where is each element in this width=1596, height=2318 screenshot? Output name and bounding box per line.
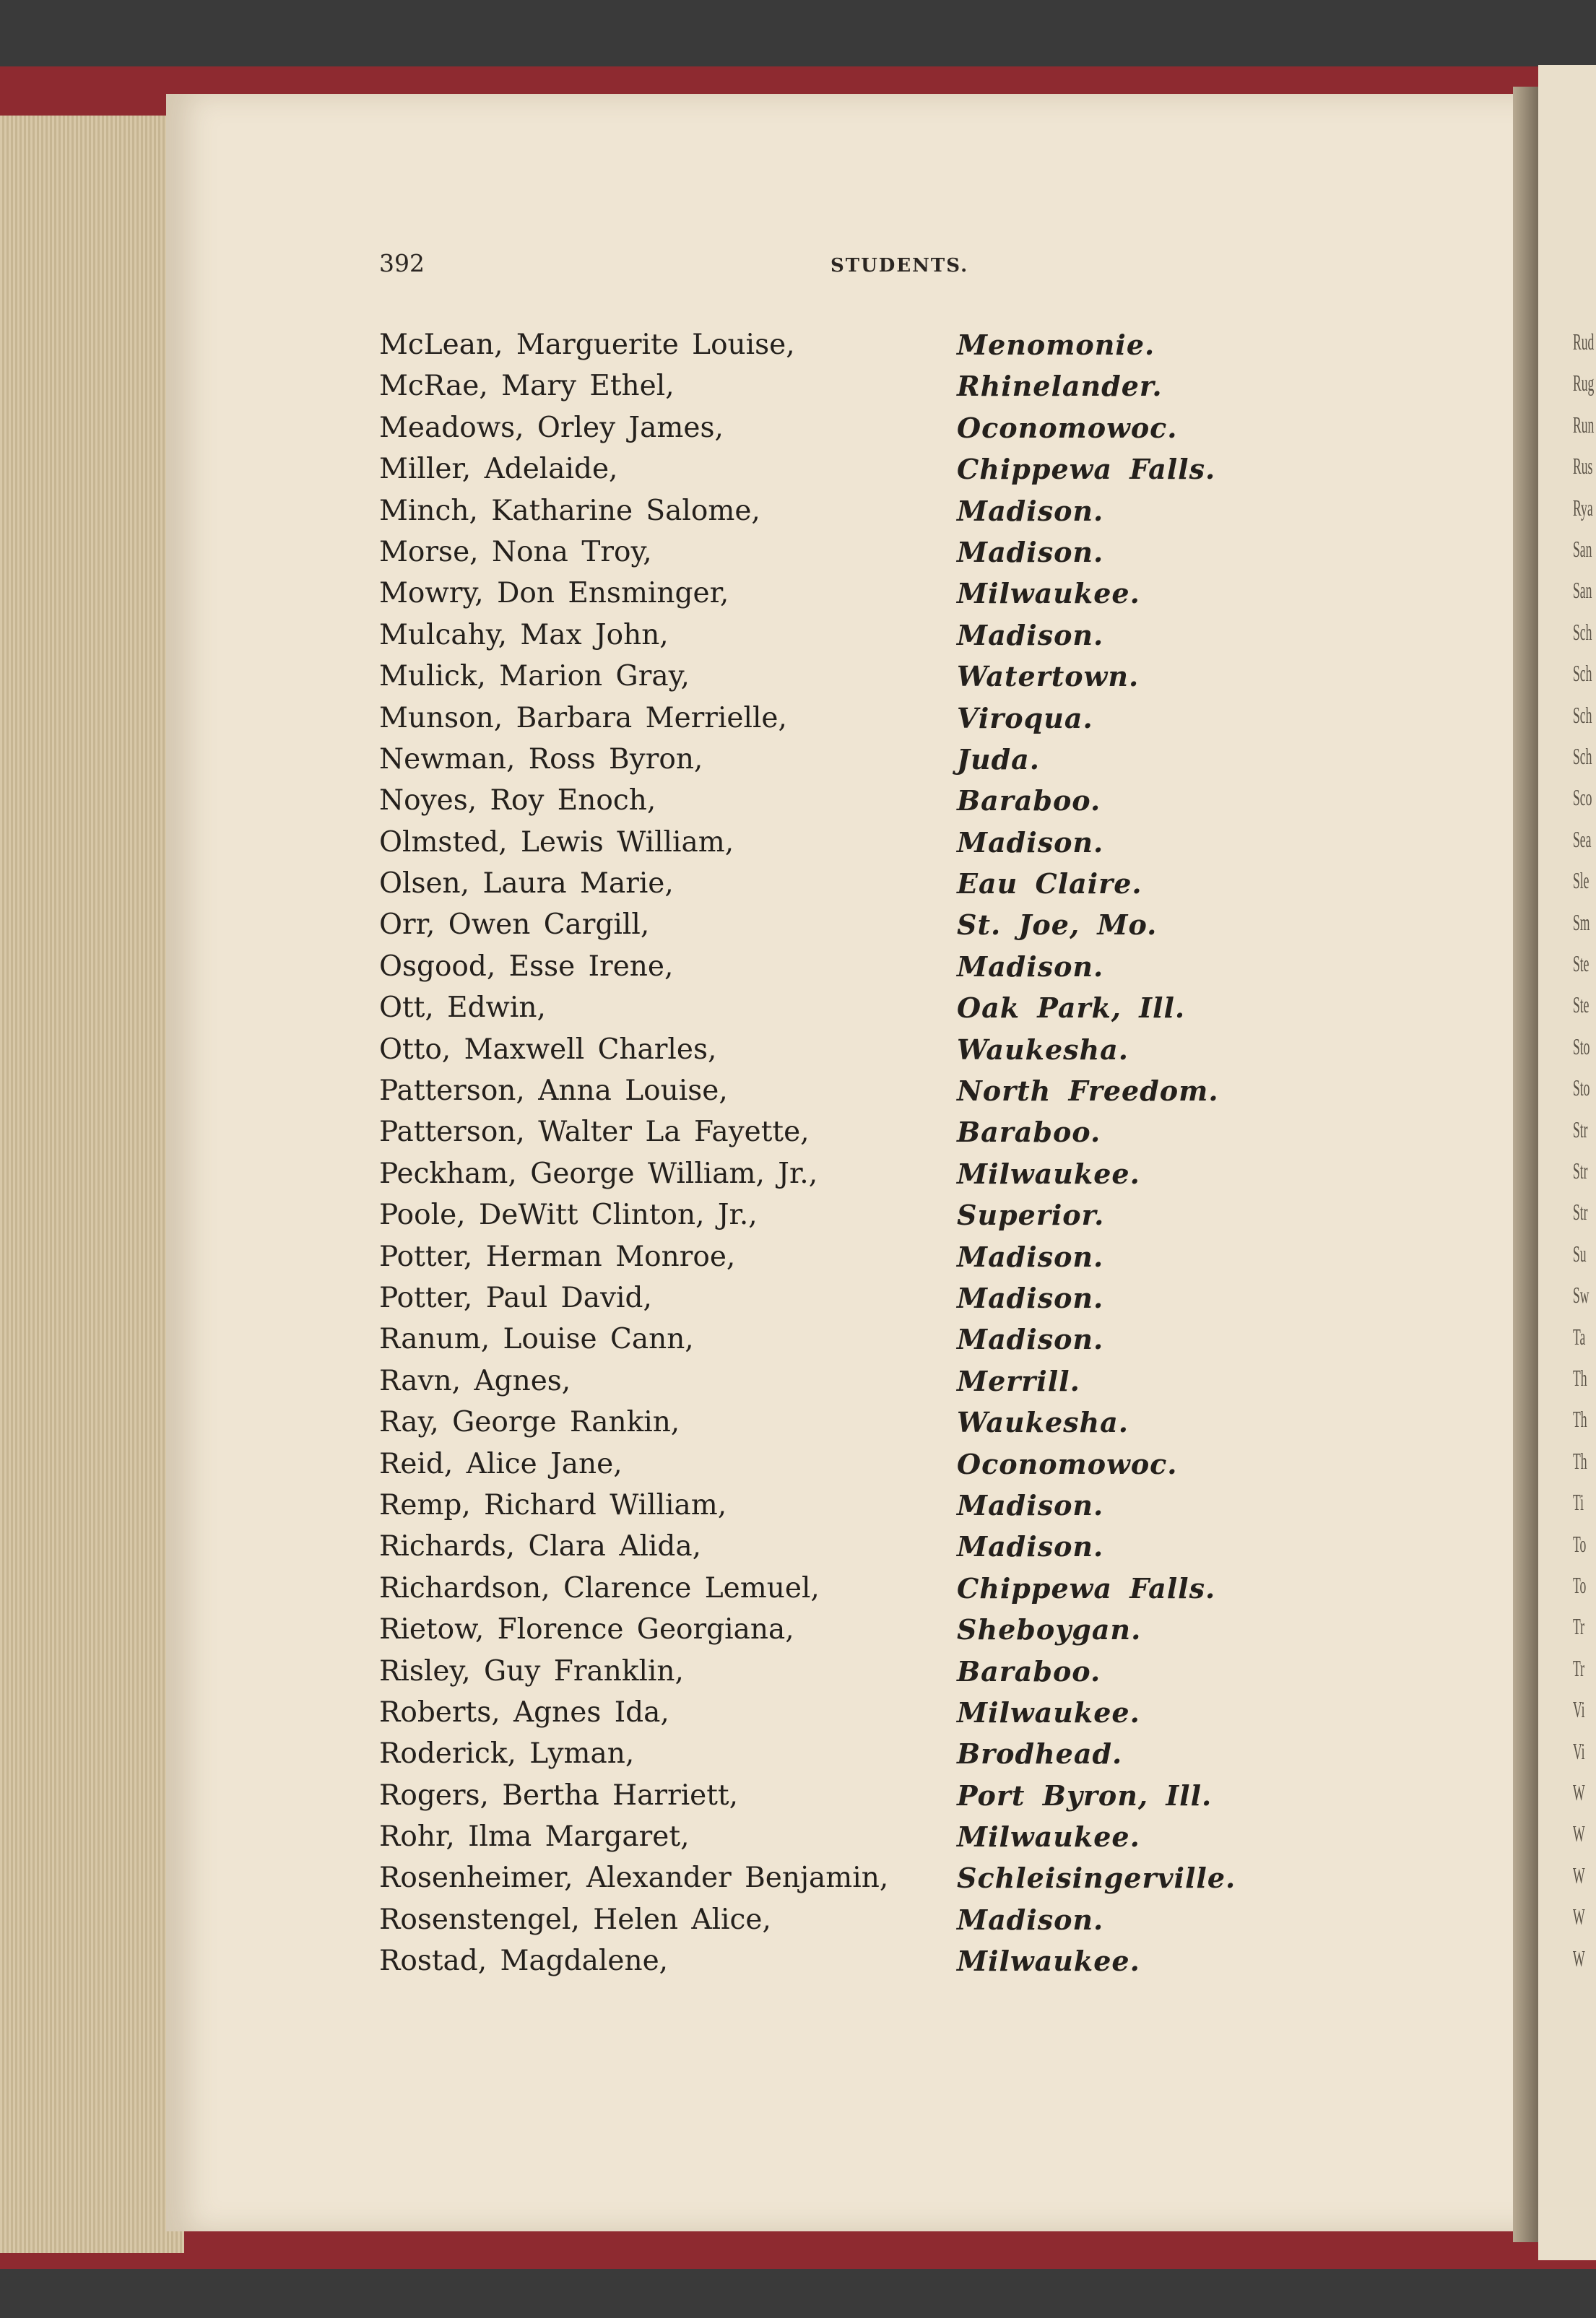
student-name: Reid, Alice Jane,: [379, 1447, 623, 1480]
student-hometown: Port Byron, Ill.: [957, 1779, 1213, 1812]
facing-page-fragment: W: [1573, 1904, 1585, 1930]
facing-page-fragment: W: [1573, 1779, 1585, 1805]
facing-page-fragment: San: [1573, 577, 1592, 604]
list-item: [379, 1199, 1318, 1240]
list-item: [379, 1282, 1318, 1323]
student-hometown: Madison.: [957, 950, 1104, 983]
facing-page-fragment: Rud: [1573, 329, 1595, 355]
student-name: McLean, Marguerite Louise,: [379, 329, 795, 361]
student-name: Patterson, Anna Louise,: [379, 1075, 728, 1108]
student-hometown: Milwaukee.: [957, 1945, 1140, 1978]
facing-page-fragment: Str: [1573, 1116, 1588, 1142]
page-stack-edge: [0, 116, 184, 2253]
student-hometown: Superior.: [957, 1199, 1105, 1232]
list-item: [379, 1448, 1318, 1489]
facing-page-fragment: Th: [1573, 1447, 1587, 1474]
student-name: Remp, Richard William,: [379, 1488, 727, 1522]
facing-page-fragment: Sch: [1573, 701, 1592, 728]
student-name: Poole, DeWitt Clinton, Jr.,: [379, 1199, 758, 1232]
list-item: [379, 619, 1318, 660]
facing-page-fragment: Su: [1573, 1240, 1587, 1267]
facing-page-fragment: Tr: [1573, 1613, 1584, 1640]
student-hometown: Sheboygan.: [957, 1613, 1142, 1646]
student-hometown: Watertown.: [957, 660, 1140, 693]
student-name: Peckham, George William, Jr.,: [379, 1157, 818, 1190]
list-item: [379, 577, 1318, 618]
facing-page-fragment: Rya: [1573, 494, 1593, 521]
facing-page-fragment: Vi: [1573, 1696, 1585, 1723]
student-name: Rohr, Ilma Margaret,: [379, 1820, 690, 1854]
student-name: Ott, Edwin,: [379, 991, 546, 1025]
student-hometown: Baraboo.: [957, 1654, 1101, 1688]
student-name: Potter, Herman Monroe,: [379, 1240, 736, 1273]
student-name: Patterson, Walter La Fayette,: [379, 1116, 810, 1149]
student-hometown: Madison.: [957, 535, 1104, 568]
student-hometown: Madison.: [957, 1488, 1104, 1522]
student-hometown: Madison.: [957, 618, 1104, 651]
student-name: Rostad, Magdalene,: [379, 1945, 669, 1978]
student-hometown: Milwaukee.: [957, 1820, 1140, 1854]
list-item: [379, 908, 1318, 950]
student-name: Osgood, Esse Irene,: [379, 950, 674, 983]
list-item: [379, 412, 1318, 453]
list-item: [379, 826, 1318, 867]
facing-page-fragment: Sch: [1573, 743, 1592, 769]
running-head: STUDENTS.: [830, 255, 969, 277]
student-name: Mulick, Marion Gray,: [379, 660, 690, 693]
student-name: Rogers, Bertha Harriett,: [379, 1779, 739, 1812]
facing-page-fragment: Sle: [1573, 867, 1590, 894]
student-name: Ravn, Agnes,: [379, 1364, 571, 1397]
student-hometown: Madison.: [957, 1281, 1104, 1314]
student-hometown: Madison.: [957, 1903, 1104, 1936]
student-hometown: Juda.: [957, 742, 1041, 776]
facing-page-fragment: Sco: [1573, 784, 1592, 811]
student-list: [379, 329, 1318, 1987]
student-name: Potter, Paul David,: [379, 1281, 652, 1314]
student-hometown: Schleisingerville.: [957, 1862, 1236, 1895]
student-hometown: Rhinelander.: [957, 370, 1163, 403]
list-item: [379, 1365, 1318, 1406]
facing-page-fragment: Th: [1573, 1406, 1587, 1433]
student-name: Morse, Nona Troy,: [379, 535, 652, 568]
student-hometown: Oconomowoc.: [957, 411, 1178, 444]
student-hometown: Viroqua.: [957, 701, 1093, 734]
student-name: Roberts, Agnes Ida,: [379, 1696, 669, 1729]
facing-page-fragment: W: [1573, 1945, 1585, 1971]
student-name: Risley, Guy Franklin,: [379, 1654, 684, 1688]
facing-page-fragment: W: [1573, 1820, 1585, 1847]
student-hometown: Oak Park, Ill.: [957, 991, 1186, 1025]
student-name: Munson, Barbara Merrielle,: [379, 701, 787, 734]
student-name: Richardson, Clarence Lemuel,: [379, 1571, 820, 1605]
list-item: [379, 453, 1318, 494]
list-item: [379, 370, 1318, 411]
facing-page-fragment: Ti: [1573, 1489, 1584, 1516]
student-hometown: Milwaukee.: [957, 1696, 1140, 1729]
list-item: [379, 1033, 1318, 1075]
student-hometown: St. Joe, Mo.: [957, 908, 1158, 942]
student-name: Mulcahy, Max John,: [379, 618, 669, 651]
list-item: [379, 1862, 1318, 1903]
facing-page-fragment: Vi: [1573, 1737, 1585, 1764]
facing-page-fragment: To: [1573, 1530, 1587, 1557]
facing-page-fragment: Tr: [1573, 1654, 1584, 1681]
facing-page-fragment: Ta: [1573, 1323, 1586, 1350]
student-name: Ranum, Louise Cann,: [379, 1323, 694, 1356]
facing-page-fragment: Rus: [1573, 453, 1593, 479]
student-name: McRae, Mary Ethel,: [379, 370, 675, 403]
student-hometown: Baraboo.: [957, 784, 1101, 817]
list-item: [379, 1406, 1318, 1447]
list-item: [379, 1530, 1318, 1571]
facing-page-fragment: Ste: [1573, 950, 1590, 976]
list-item: [379, 1489, 1318, 1530]
list-item: [379, 1820, 1318, 1862]
student-name: Noyes, Roy Enoch,: [379, 784, 656, 817]
facing-page-fragment: Sea: [1573, 825, 1592, 852]
facing-page-fragment: Sto: [1573, 1075, 1590, 1101]
list-item: [379, 743, 1318, 784]
facing-page-fragment: Str: [1573, 1158, 1588, 1184]
facing-page-fragment: Ste: [1573, 991, 1590, 1018]
student-name: Rosenstengel, Helen Alice,: [379, 1903, 771, 1936]
student-hometown: Madison.: [957, 825, 1104, 859]
student-hometown: Madison.: [957, 1240, 1104, 1273]
student-hometown: Milwaukee.: [957, 577, 1140, 610]
student-hometown: Madison.: [957, 494, 1104, 527]
facing-page-fragment: W: [1573, 1862, 1585, 1888]
list-item: [379, 1158, 1318, 1199]
student-name: Miller, Adelaide,: [379, 453, 618, 486]
list-item: [379, 1075, 1318, 1116]
student-hometown: Madison.: [957, 1530, 1104, 1563]
list-item: [379, 1241, 1318, 1282]
list-item: [379, 950, 1318, 991]
student-hometown: North Freedom.: [957, 1075, 1219, 1108]
student-hometown: Oconomowoc.: [957, 1447, 1178, 1480]
list-item: [379, 495, 1318, 536]
facing-page-fragment: Sw: [1573, 1282, 1590, 1308]
facing-page-fragment: Sch: [1573, 660, 1592, 687]
list-item: [379, 1323, 1318, 1364]
list-item: [379, 991, 1318, 1033]
student-hometown: Chippewa Falls.: [957, 453, 1216, 486]
student-name: Olmsted, Lewis William,: [379, 825, 734, 859]
student-name: Roderick, Lyman,: [379, 1737, 635, 1771]
facing-page-fragment: Rug: [1573, 370, 1595, 396]
list-item: [379, 1696, 1318, 1737]
student-hometown: Merrill.: [957, 1364, 1080, 1397]
student-hometown: Chippewa Falls.: [957, 1571, 1216, 1605]
list-item: [379, 1779, 1318, 1820]
student-name: Richards, Clara Alida,: [379, 1530, 702, 1563]
student-name: Newman, Ross Byron,: [379, 742, 703, 776]
list-item: [379, 329, 1318, 370]
student-name: Otto, Maxwell Charles,: [379, 1033, 717, 1066]
facing-page-fragment: Th: [1573, 1365, 1587, 1391]
student-name: Olsen, Laura Marie,: [379, 867, 674, 900]
list-item: [379, 867, 1318, 908]
student-hometown: Waukesha.: [957, 1406, 1129, 1439]
list-item: [379, 536, 1318, 577]
list-item: [379, 1116, 1318, 1157]
student-name: Minch, Katharine Salome,: [379, 494, 760, 527]
student-hometown: Waukesha.: [957, 1033, 1129, 1066]
facing-page-fragment: Sch: [1573, 618, 1592, 645]
list-item: [379, 1655, 1318, 1696]
student-name: Ray, George Rankin,: [379, 1406, 680, 1439]
student-name: Mowry, Don Ensminger,: [379, 577, 729, 610]
list-item: [379, 702, 1318, 743]
facing-page-fragment: Sm: [1573, 908, 1590, 935]
student-name: Rosenheimer, Alexander Benjamin,: [379, 1862, 889, 1895]
list-item: [379, 1572, 1318, 1613]
facing-page-fragment: Str: [1573, 1199, 1588, 1225]
student-hometown: Baraboo.: [957, 1116, 1101, 1149]
list-item: [379, 784, 1318, 825]
list-item: [379, 1945, 1318, 1986]
student-hometown: Menomonie.: [957, 329, 1155, 361]
list-item: [379, 1613, 1318, 1654]
facing-page-fragment: Sto: [1573, 1033, 1590, 1059]
student-hometown: Milwaukee.: [957, 1157, 1140, 1190]
facing-page-fragment: To: [1573, 1572, 1587, 1598]
facing-page-fragment: Run: [1573, 411, 1595, 438]
page-number: 392: [379, 249, 425, 277]
student-hometown: Eau Claire.: [957, 867, 1142, 900]
list-item: [379, 660, 1318, 701]
student-hometown: Madison.: [957, 1323, 1104, 1356]
student-name: Rietow, Florence Georgiana,: [379, 1613, 794, 1646]
book-gutter: [1513, 87, 1542, 2242]
list-item: [379, 1737, 1318, 1779]
student-name: Orr, Owen Cargill,: [379, 908, 650, 942]
facing-page-fragment: San: [1573, 536, 1592, 562]
student-hometown: Brodhead.: [957, 1737, 1123, 1771]
facing-page: [1538, 65, 1596, 2260]
student-name: Meadows, Orley James,: [379, 411, 724, 444]
list-item: [379, 1904, 1318, 1945]
